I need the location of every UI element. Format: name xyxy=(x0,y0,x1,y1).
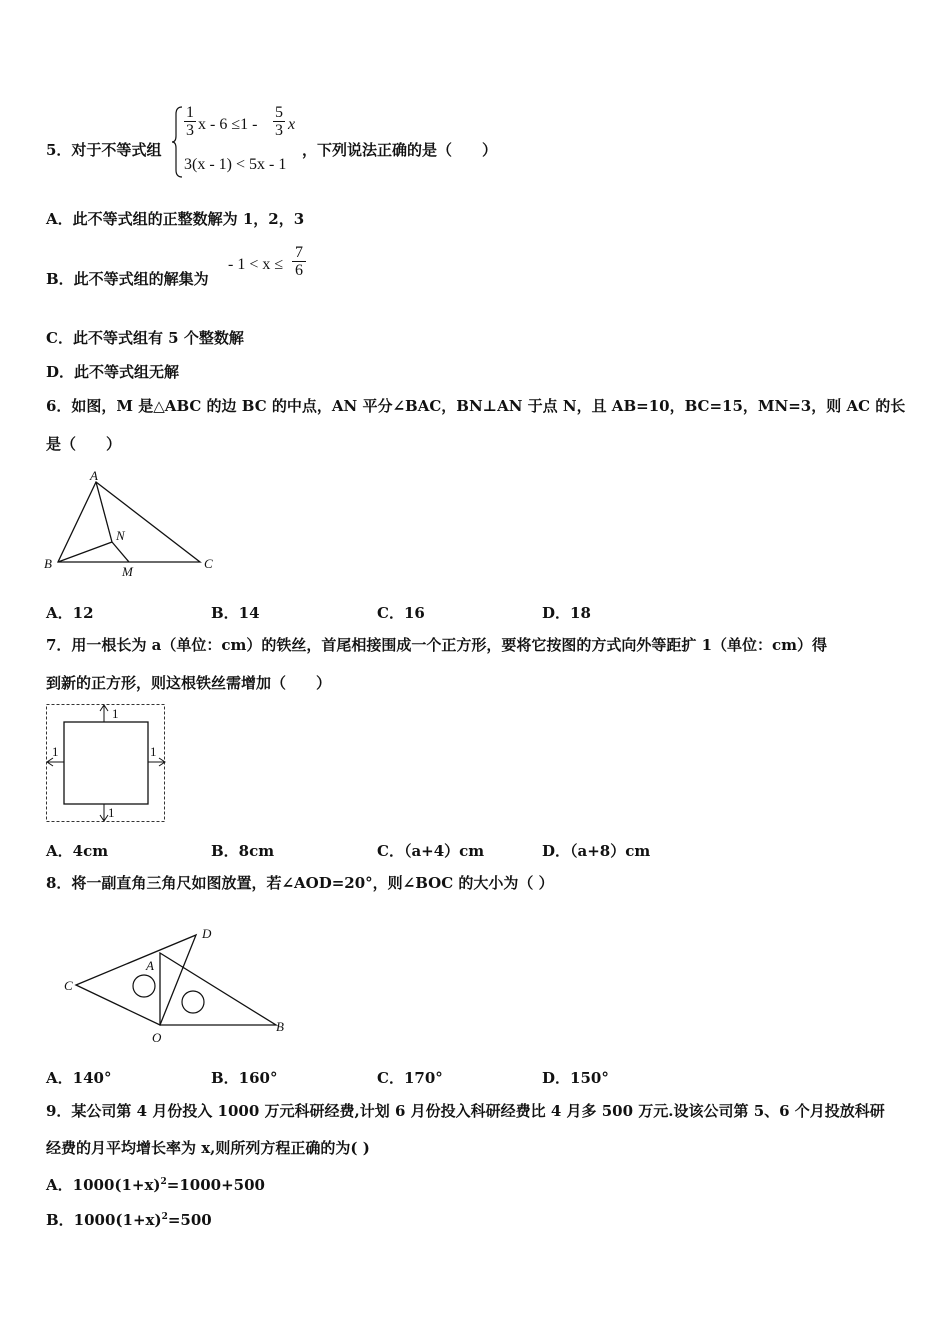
q7-option-d: D．（a+8）cm xyxy=(542,842,651,860)
q8-option-c: C．170° xyxy=(377,1069,443,1087)
q7-label-bottom: 1 xyxy=(108,805,115,820)
q6-label-m: M xyxy=(122,564,133,579)
q6-option-c: C．16 xyxy=(377,604,425,622)
q8-label-d: D xyxy=(202,926,212,941)
q9-line2: 经费的月平均增长率为 x,则所列方程正确的为( ) xyxy=(46,1139,370,1157)
q8-label-a: A xyxy=(146,958,154,973)
q6-line1: 6．如图，M 是△ABC 的边 BC 的中点，AN 平分∠BAC，BN⊥AN 于点 N，且 AB=10，BC=15，MN=3，则 AC 的长 xyxy=(46,397,906,415)
q8-option-b: B．160° xyxy=(211,1069,278,1087)
q5-line1-tail: x xyxy=(288,116,296,133)
q5-frac-1: $\frac{1}{3}$ xyxy=(186,104,194,139)
q7-option-b: B．8cm xyxy=(211,842,275,860)
q9-line1: 9．某公司第 4 月份投入 1000 万元科研经费,计划 6 月份投入科研经费比 4 月多 500 万元.设该公司第 5、6 个月投放科研 xyxy=(46,1102,885,1120)
q8-label-b: B xyxy=(276,1019,284,1034)
q8-label-o: O xyxy=(152,1030,162,1045)
q7-option-a: A．4cm xyxy=(46,842,109,860)
q6-label-c: C xyxy=(204,556,213,571)
q6-option-a: A．12 xyxy=(46,604,94,622)
q7-option-c: C．（a+4）cm xyxy=(377,842,485,860)
q8-line1: 8．将一副直角三角尺如图放置，若∠AOD=20°，则∠BOC 的大小为（ ） xyxy=(46,874,554,892)
q5-line2: 3(x - 1) < 5x - 1 xyxy=(184,156,287,173)
q5-option-c: C．此不等式组有 5 个整数解 xyxy=(46,329,244,347)
q8-label-c: C xyxy=(64,978,73,993)
q5-prefix: 5．对于不等式组 xyxy=(46,141,162,159)
q7-label-right: 1 xyxy=(150,744,157,759)
q7-square-figure xyxy=(46,704,166,824)
q8-option-a: A．140° xyxy=(46,1069,112,1087)
q8-option-d: D．150° xyxy=(542,1069,609,1087)
q7-label-left: 1 xyxy=(52,744,59,759)
q7-line2: 到新的正方形，则这根铁丝需增加（ ） xyxy=(46,674,332,692)
q5-option-a: A．此不等式组的正整数解为 1，2，3 xyxy=(46,210,305,228)
q6-label-n: N xyxy=(116,528,125,543)
q5-suffix: ，下列说法正确的是（ ） xyxy=(302,141,498,159)
brace-icon xyxy=(172,106,184,178)
q8-set-squares-figure xyxy=(62,920,292,1050)
q7-label-top: 1 xyxy=(112,706,119,721)
q9-option-a: A．$1000(1+x)^2=1000+500$ xyxy=(46,1176,265,1194)
q5-frac-2: $\frac{5}{3}$ xyxy=(275,104,283,139)
q6-option-d: D．18 xyxy=(542,604,591,622)
q5-line1-mid: x - 6 ≤1 - xyxy=(198,116,258,133)
q5-option-b-frac: $\frac{7}{6}$ xyxy=(292,244,306,279)
q6-option-b: B．14 xyxy=(211,604,260,622)
q6-triangle-figure xyxy=(40,470,220,580)
q6-line2: 是（ ） xyxy=(46,435,122,453)
q5-option-d: D．此不等式组无解 xyxy=(46,363,180,381)
q5-option-b: B．此不等式组的解集为 xyxy=(46,270,209,288)
q5-option-b-math: - 1 < x ≤ xyxy=(228,256,284,273)
q9-option-b: B．$1000(1+x)^2=500$ xyxy=(46,1211,212,1229)
q6-label-a: A xyxy=(90,468,98,483)
q7-line1: 7．用一根长为 a（单位：cm）的铁丝，首尾相接围成一个正方形，要将它按图的方式向外等距扩 1（单位：cm）得 xyxy=(46,636,828,654)
q6-label-b: B xyxy=(44,556,52,571)
